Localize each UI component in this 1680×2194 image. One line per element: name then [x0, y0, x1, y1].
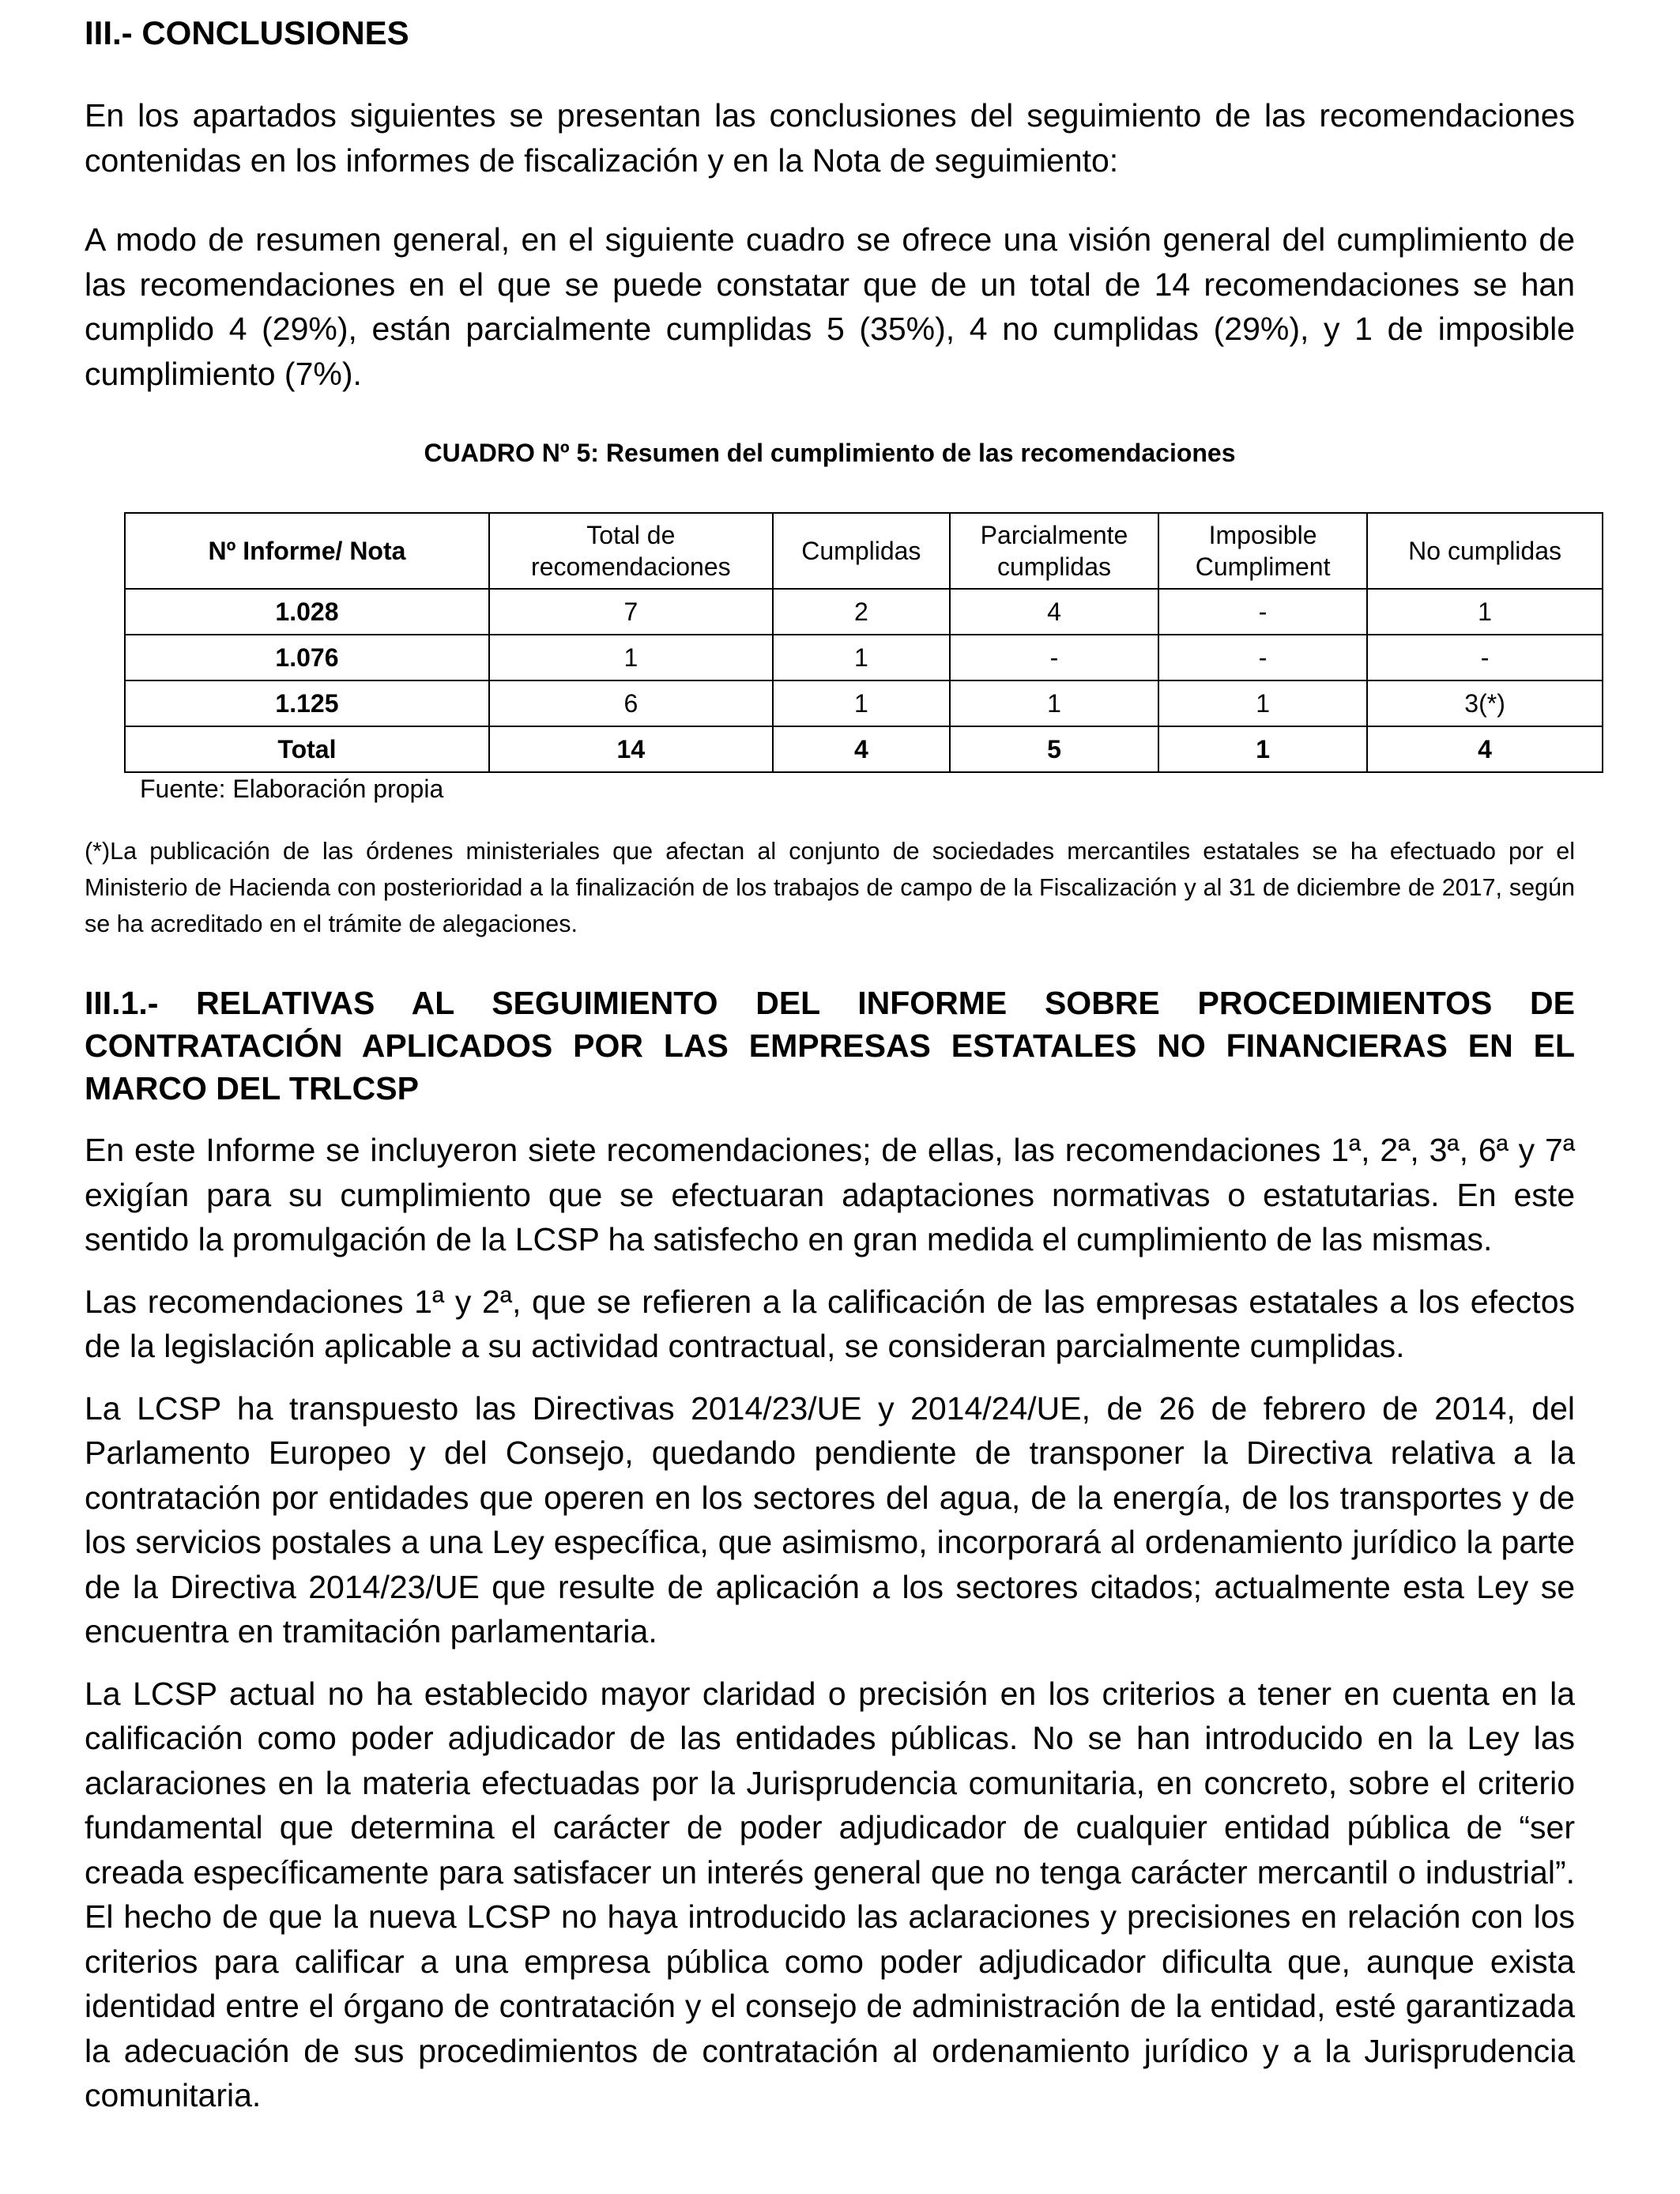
cell-no-cumplidas: 4: [1367, 726, 1603, 772]
body-paragraph: La LCSP actual no ha establecido mayor claridad o precisión en los criterios a tener en cuenta en la calificación como poder adjudicador de las entidades públicas. No se han introducido en la Ley las aclaraciones en la materia efectuadas por la Jurisprudencia comunitaria, en concreto, sobre el criterio fundamental que determina el carácter de poder adjudicador de cualquier entidad pública de “ser creada específicamente para satisfacer un interés general que no tenga carácter mercantil o industrial”. El hecho de que la nueva LCSP no haya introducido las aclaraciones y precisiones en relación con los criterios para calificar a una empresa pública como poder adjudicador dificulta que, aunque exista identidad entre el órgano de contratación y el consejo de administración de la entidad, esté garantizada la adecuación de sus procedimientos de contratación al ordenamiento jurídico y a la Jurisprudencia comunitaria.: [85, 1675, 1575, 2113]
table-title: CUADRO Nº 5: Resumen del cumplimiento de las recomendaciones: [424, 439, 1236, 467]
cell-parcialmente: 1: [950, 680, 1158, 726]
subsection-title: III.1.- RELATIVAS AL SEGUIMIENTO DEL INFORME SOBRE PROCEDIMIENTOS DE CONTRATACIÓN APLICADOS POR LAS EMPRESAS ESTATALES NO FINANCIERAS EN EL MARCO DEL TRLCSP: [85, 985, 1575, 1106]
cell-informe: 1.076: [125, 635, 489, 680]
header-imposible: Imposible Cumpliment: [1158, 513, 1367, 589]
cell-informe: 1.028: [125, 589, 489, 635]
body-paragraph: La LCSP ha transpuesto las Directivas 2014/23/UE y 2014/24/UE, de 26 de febrero de 2014, del Parlamento Europeo y del Consejo, quedando pendiente de transponer la Directiva relativa a la contratación por entidades que operen en los sectores del agua, de la energía, de los transportes y de los servicios postales a una Ley específica, que asimismo, incorporará al ordenamiento jurídico la parte de la Directiva 2014/23/UE que resulte de aplicación a los sectores citados; actualmente esta Ley se encuentra en tramitación parlamentaria.: [85, 1389, 1575, 1649]
cell-parcialmente: 4: [950, 589, 1158, 635]
footnote: (*)La publicación de las órdenes ministeriales que afectan al conjunto de sociedades mercantiles estatales se ha efectuado por el Ministerio de Hacienda con posterioridad a la finalización de los trabajos de campo de la Fiscalización y al 31 de diciembre de 2017, según se ha acreditado en el trámite de alegaciones.: [85, 838, 1575, 937]
cell-total: 14: [489, 726, 773, 772]
cell-imposible: -: [1158, 635, 1367, 680]
summary-paragraph: A modo de resumen general, en el siguiente cuadro se ofrece una visión general del cumplimiento de las recomendaciones en el que se puede constatar que de un total de 14 recomendaciones se han cumplido 4 (29%), están parcialmente cumplidas 5 (35%), 4 no cumplidas (29%), y 1 de imposible cumplimiento (7%).: [85, 221, 1575, 392]
cell-imposible: 1: [1158, 726, 1367, 772]
table-header-row: [125, 513, 1603, 589]
header-total: Total de recomendaciones: [489, 513, 773, 589]
cell-imposible: -: [1158, 589, 1367, 635]
cell-total: 7: [489, 589, 773, 635]
header-informe: Nº Informe/ Nota: [125, 513, 489, 589]
cell-cumplidas: 4: [773, 726, 950, 772]
cell-informe: 1.125: [125, 680, 489, 726]
cell-no-cumplidas: 1: [1367, 589, 1603, 635]
intro-paragraph: En los apartados siguientes se presentan las conclusiones del seguimiento de las recomendaciones contenidas en los informes de fiscalización y en la Nota de seguimiento:: [85, 97, 1575, 179]
body-paragraph: En este Informe se incluyeron siete recomendaciones; de ellas, las recomendaciones 1ª, 2ª, 3ª, 6ª y 7ª exigían para su cumplimiento que se efectuaran adaptaciones normativas o estatutarias. En este sentido la promulgación de la LCSP ha satisfecho en gran medida el cumplimiento de las mismas.: [85, 1132, 1575, 1257]
cell-no-cumplidas: 3(*): [1367, 680, 1603, 726]
table-row: [125, 680, 1603, 726]
cell-total: 6: [489, 680, 773, 726]
header-no-cumplidas: No cumplidas: [1367, 513, 1603, 589]
cell-total: 1: [489, 635, 773, 680]
cell-cumplidas: 1: [773, 680, 950, 726]
cell-no-cumplidas: -: [1367, 635, 1603, 680]
table-row: [125, 635, 1603, 680]
header-parcialmente: Parcialmente cumplidas: [950, 513, 1158, 589]
summary-table-wrapper: [85, 512, 1575, 805]
summary-table: [124, 512, 1603, 773]
table-row: [125, 589, 1603, 635]
header-cumplidas: Cumplidas: [773, 513, 950, 589]
section-title: III.- CONCLUSIONES: [85, 14, 409, 51]
cell-cumplidas: 2: [773, 589, 950, 635]
cell-parcialmente: 5: [950, 726, 1158, 772]
cell-imposible: 1: [1158, 680, 1367, 726]
cell-cumplidas: 1: [773, 635, 950, 680]
table-total-row: [125, 726, 1603, 772]
cell-informe: Total: [125, 726, 489, 772]
table-source: Fuente: Elaboración propia: [140, 775, 444, 803]
cell-parcialmente: -: [950, 635, 1158, 680]
body-text: [85, 1128, 1575, 2136]
body-paragraph: Las recomendaciones 1ª y 2ª, que se refieren a la calificación de las empresas estatales a los efectos de la legislación aplicable a su actividad contractual, se consideran parcialmente cumplidas.: [85, 1283, 1575, 1364]
